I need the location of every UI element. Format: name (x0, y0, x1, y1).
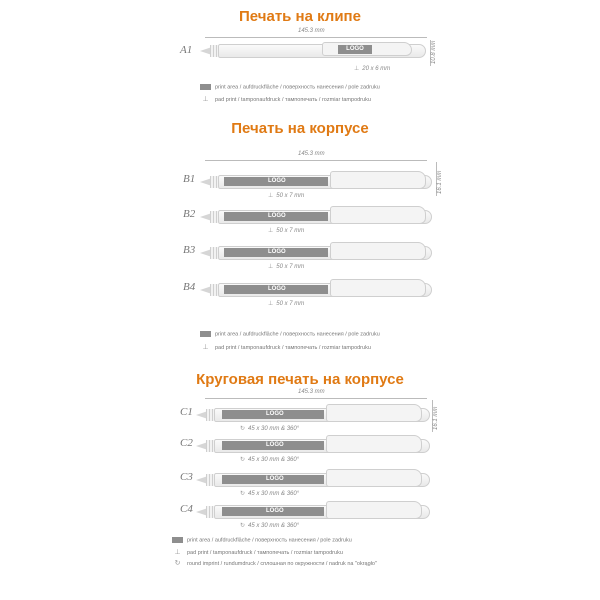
print-size-text: 20 x 6 mm (362, 66, 391, 72)
height-dimension: 10.8 mm (431, 40, 437, 64)
print-size (268, 192, 304, 199)
pen-grip (210, 176, 218, 188)
body-print-area (224, 212, 328, 221)
pen-clip (330, 206, 426, 224)
logo-text: LOGO (268, 213, 286, 219)
legend-row (172, 559, 377, 567)
pen-grip (210, 45, 218, 57)
pen-label: A1 (180, 44, 193, 56)
pen-label: B1 (183, 173, 196, 185)
body-print-area (224, 248, 328, 257)
body-print-area (224, 285, 328, 294)
pen-grip (210, 211, 218, 223)
print-size-text: 50 x 7 mm (276, 301, 305, 307)
pad-print-icon: ⊥ (268, 264, 274, 270)
print-size (240, 456, 299, 463)
pen-clip (326, 435, 422, 453)
section-title-round: Круговая печать на корпусе (196, 371, 404, 388)
length-dimension-line (205, 160, 427, 161)
pen-clip (330, 171, 426, 189)
pen-grip (206, 506, 214, 518)
pad-print-icon: ⊥ (202, 344, 209, 351)
legend-text: pad print / tamponaufdruck / тампопечать / rozmiar tampodruku (215, 97, 371, 103)
legend-text: print area / aufdruckfläche / поверхность нанесения / pole zadruku (187, 537, 352, 544)
round-imprint-icon: ↻ (240, 457, 246, 463)
logo-text: LOGO (266, 476, 284, 482)
logo-text: LOGO (266, 442, 284, 448)
pad-print-icon: ⊥ (268, 301, 274, 307)
legend-row (200, 95, 371, 103)
legend-row (200, 343, 371, 351)
print-size-text: 45 x 30 mm & 360° (248, 457, 300, 463)
section-title-clip: Печать на клипе (239, 8, 361, 25)
pen-label: B4 (183, 281, 196, 293)
body-print-area (222, 475, 324, 484)
print-size-text: 45 x 30 mm & 360° (248, 523, 300, 529)
clip-print-area (338, 45, 372, 54)
legend-row (172, 537, 352, 543)
print-size (240, 425, 299, 432)
print-size-text: 45 x 30 mm & 360° (248, 491, 300, 497)
print-size (354, 65, 390, 72)
body-print-area (222, 410, 324, 419)
pen-label: B2 (183, 208, 196, 220)
print-size (240, 490, 299, 497)
legend-row (172, 548, 343, 556)
legend-text: pad print / tamponaufdruck / тампопечать / rozmiar tampodruku (215, 345, 371, 351)
pen-grip (206, 474, 214, 486)
length-dimension: 145.3 mm (298, 151, 325, 157)
length-dimension: 145.3 mm (298, 389, 325, 395)
pen-label: B3 (183, 244, 196, 256)
pen-label: C3 (180, 471, 193, 483)
print-size (268, 227, 304, 234)
round-imprint-icon: ↻ (240, 426, 246, 432)
length-dimension: 145.3 mm (298, 28, 325, 34)
print-area-swatch (200, 84, 211, 90)
legend-row (200, 331, 380, 337)
print-area-swatch (172, 537, 183, 543)
pen-clip (326, 404, 422, 422)
length-dimension-line (205, 37, 427, 38)
pen-clip (326, 501, 422, 519)
pen-label: C1 (180, 406, 193, 418)
pen-grip (206, 440, 214, 452)
print-size-text: 50 x 7 mm (276, 228, 305, 234)
logo-text: LOGO (346, 46, 364, 52)
pad-print-icon: ⊥ (354, 66, 360, 72)
legend-row (200, 84, 380, 90)
legend-text: round imprint / rundumdruck / сплошная по окружности / nadruk na "okrągło" (187, 561, 377, 567)
pen-label: C4 (180, 503, 193, 515)
print-size-text: 50 x 7 mm (276, 193, 305, 199)
pen-grip (210, 247, 218, 259)
logo-text: LOGO (268, 286, 286, 292)
pad-print-icon: ⊥ (174, 549, 181, 556)
legend-text: print area / aufdruckfläche / поверхность нанесения / pole zadruku (215, 331, 380, 338)
body-print-area (222, 507, 324, 516)
height-dimension: 16.1 mm (433, 406, 439, 430)
pen-grip (206, 409, 214, 421)
logo-text: LOGO (268, 249, 286, 255)
pad-print-icon: ⊥ (268, 228, 274, 234)
pen-grip (210, 284, 218, 296)
pen-clip (330, 242, 426, 260)
pen-clip (326, 469, 422, 487)
print-size-text: 45 x 30 mm & 360° (248, 426, 300, 432)
legend-text: print area / aufdruckfläche / поверхность нанесения / pole zadruku (215, 84, 380, 91)
pen-clip (330, 279, 426, 297)
print-size (268, 300, 304, 307)
legend-text: pad print / tamponaufdruck / тампопечать / rozmiar tampodruku (187, 550, 343, 556)
pad-print-icon: ⊥ (268, 193, 274, 199)
pad-print-icon: ⊥ (202, 96, 209, 103)
logo-text: LOGO (266, 508, 284, 514)
height-dimension: 16.1 mm (437, 170, 443, 194)
round-imprint-icon: ↻ (240, 491, 246, 497)
round-imprint-icon: ↻ (240, 523, 246, 529)
round-imprint-icon: ↻ (174, 560, 181, 567)
logo-text: LOGO (268, 178, 286, 184)
print-area-swatch (200, 331, 211, 337)
length-dimension-line (205, 398, 427, 399)
print-size (240, 522, 299, 529)
logo-text: LOGO (266, 411, 284, 417)
print-size (268, 263, 304, 270)
print-size-text: 50 x 7 mm (276, 264, 305, 270)
body-print-area (222, 441, 324, 450)
section-title-body: Печать на корпусе (231, 120, 369, 137)
body-print-area (224, 177, 328, 186)
pen-label: C2 (180, 437, 193, 449)
